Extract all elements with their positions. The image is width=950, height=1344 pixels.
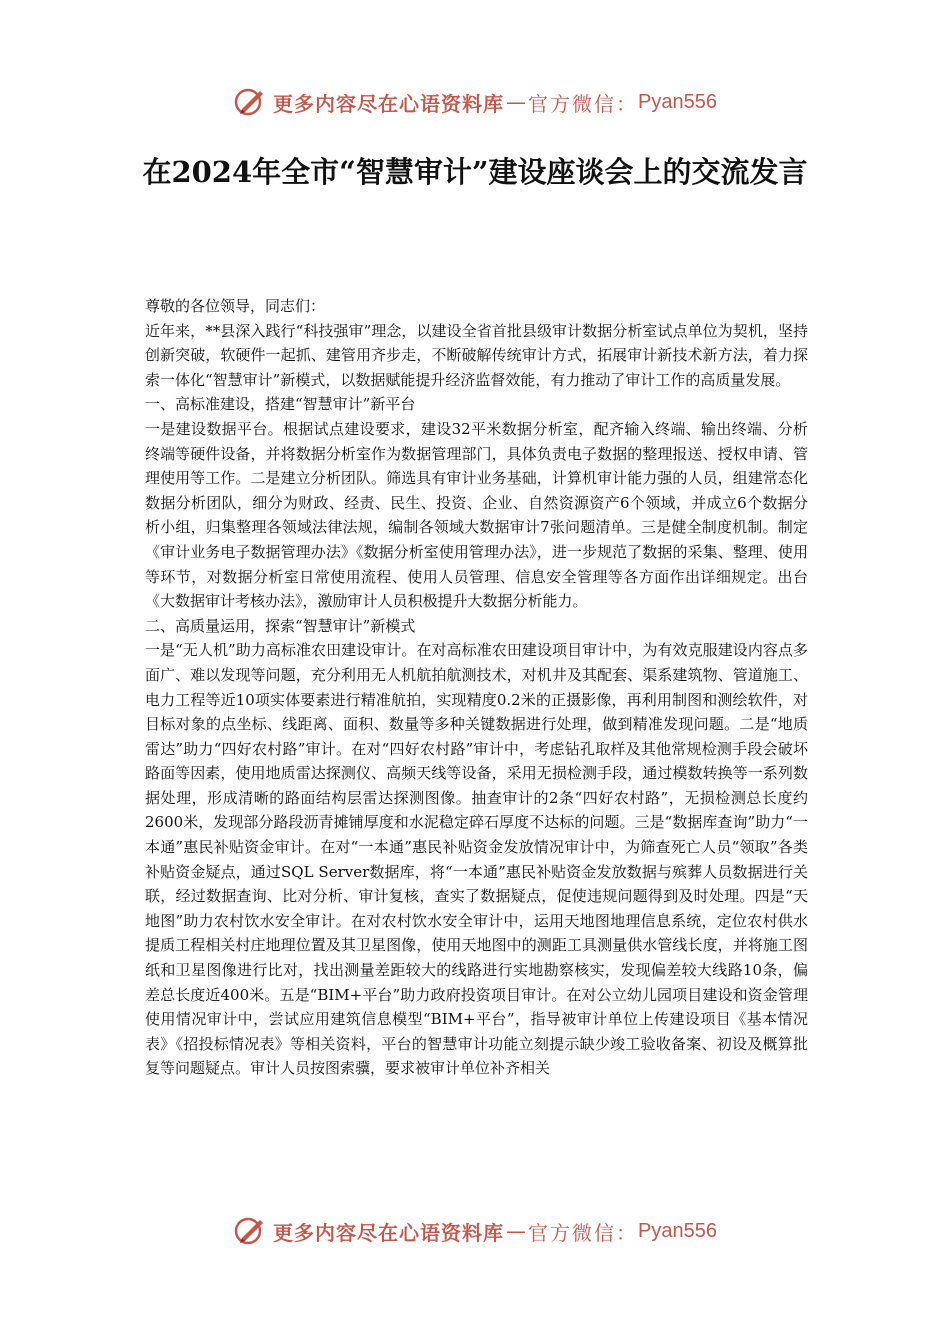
watermark-wechat-id: Pyan556 — [638, 1219, 717, 1242]
watermark-wechat-label: 官方微信： — [528, 1220, 639, 1245]
watermark-banner-bottom — [0, 1211, 950, 1251]
watermark-wechat-id: Pyan556 — [638, 90, 717, 113]
watermark-wechat-label: 官方微信： — [528, 91, 639, 116]
watermark-dash: — — [506, 1219, 527, 1243]
section-heading-2: 二、高质量运用，探索“智慧审计”新模式 — [145, 616, 416, 635]
pen-logo-icon — [233, 85, 267, 119]
document-title: 在2024年全市“智慧审计”建设座谈会上的交流发言 — [142, 155, 808, 189]
watermark-brand: 更多内容尽在心语资料库 — [273, 91, 505, 116]
paragraph-section-2: 一是“无人机”助力高标准农田建设审计。在对高标准农田建设项目审计中，为有效克服建设内容点多面广、难以发现等问题，充分利用无人机航拍航测技术，对机井及其配套、渠系建筑物、管道施工、电力工程等近10项实体要素进行精准航拍，实现精度0.2米的正摄影像，再利用制图和测绘软件，对目标对象的点坐标、线距离、面积、数量等多种关键数据进行处理，做到精准发现问题。二是“地质雷达”助力“四好农村路”审计。在对“四好农村路”审计中，考虑钻孔取样及其他常规检测手段会破坏路面等因素，使用地质雷达探测仪、高频天线等设备，采用无损检测手段，通过模数转换等一系列数据处理，形成清晰的路面结构层雷达探测图像。抽查审计的2条“四好农村路”，无损检测总长度约2600米，发现部分路段沥青摊铺厚度和水泥稳定碎石厚度不达标的问题。三是“数据库查询”助力“一本通”惠民补贴资金审计。在对“一本通”惠民补贴资金发放情况审计中，为筛查死亡人员“领取”各类补贴资金疑点，通过SQL Server数据库，将“一本通”惠民补贴资金发放数据与殡葬人员数据进行关联，经过数据查询、比对分析、审计复核，查实了数据疑点，促使违规问题得到及时处理。四是“天地图”助力农村饮水安全审计。在对农村饮水安全审计中，运用天地图地理信息系统，定位农村供水提质工程相关村庄地理位置及其卫星图像，使用天地图中的测距工具测量供水管线长度，并将施工图纸和卫星图像进行比对，找出测量差距较大的线路进行实地勘察核实，发现偏差较大线路10条，偏差总长度近400米。五是“BIM+平台”助力政府投资项目审计。在对公立幼儿园项目建设和资金管理使用情况审计中，尝试应用建筑信息模型“BIM+平台”，指导被审计单位上传建设项目《基本情况表》《招投标情况表》等相关资料，平台的智慧审计功能立刻提示缺少竣工验收备案、初设及概算批复等问题疑点。审计人员按图索骥，要求被审计单位补齐相关 — [145, 641, 808, 1078]
pen-logo-icon — [233, 1214, 267, 1248]
paragraph-section-1: 一是建设数据平台。根据试点建设要求，建设32平米数据分析室，配齐输入终端、输出终端、分析终端等硬件设备，并将数据分析室作为数据管理部门，具体负责电子数据的整理报送、授权申请、管理使用等工作。二是建立分析团队。筛选具有审计业务基础，计算机审计能力强的人员，组建常态化数据分析团队，细分为财政、经责、民生、投资、企业、自然资源资产6个领域，并成立6个数据分析小组，归集整理各领域法律法规，编制各领域大数据审计7张问题清单。三是健全制度机制。制定《审计业务电子数据管理办法》《数据分析室使用管理办法》，进一步规范了数据的采集、整理、使用等环节，对数据分析室日常使用流程、使用人员管理、信息安全管理等各方面作出详细规定。出台《大数据审计考核办法》，激励审计人员积极提升大数据分析能力。 — [145, 419, 808, 611]
watermark-brand: 更多内容尽在心语资料库 — [273, 1220, 505, 1245]
paragraph-intro: 近年来，**县深入践行“科技强审”理念，以建设全省首批县级审计数据分析室试点单位为契机，坚持创新突破，软硬件一起抓、建管用齐步走，不断破解传统审计方式，拓展审计新技术新方法，着力探索一体化“智慧审计”新模式，以数据赋能提升经济监督效能，有力推动了审计工作的高质量发展。 — [145, 321, 808, 389]
watermark-dash: — — [506, 90, 527, 114]
watermark-banner-top — [0, 82, 950, 122]
document-body — [145, 294, 808, 1081]
greeting: 尊敬的各位领导，同志们： — [145, 297, 326, 315]
section-heading-1: 一、高标准建设，搭建“智慧审计”新平台 — [145, 395, 416, 414]
